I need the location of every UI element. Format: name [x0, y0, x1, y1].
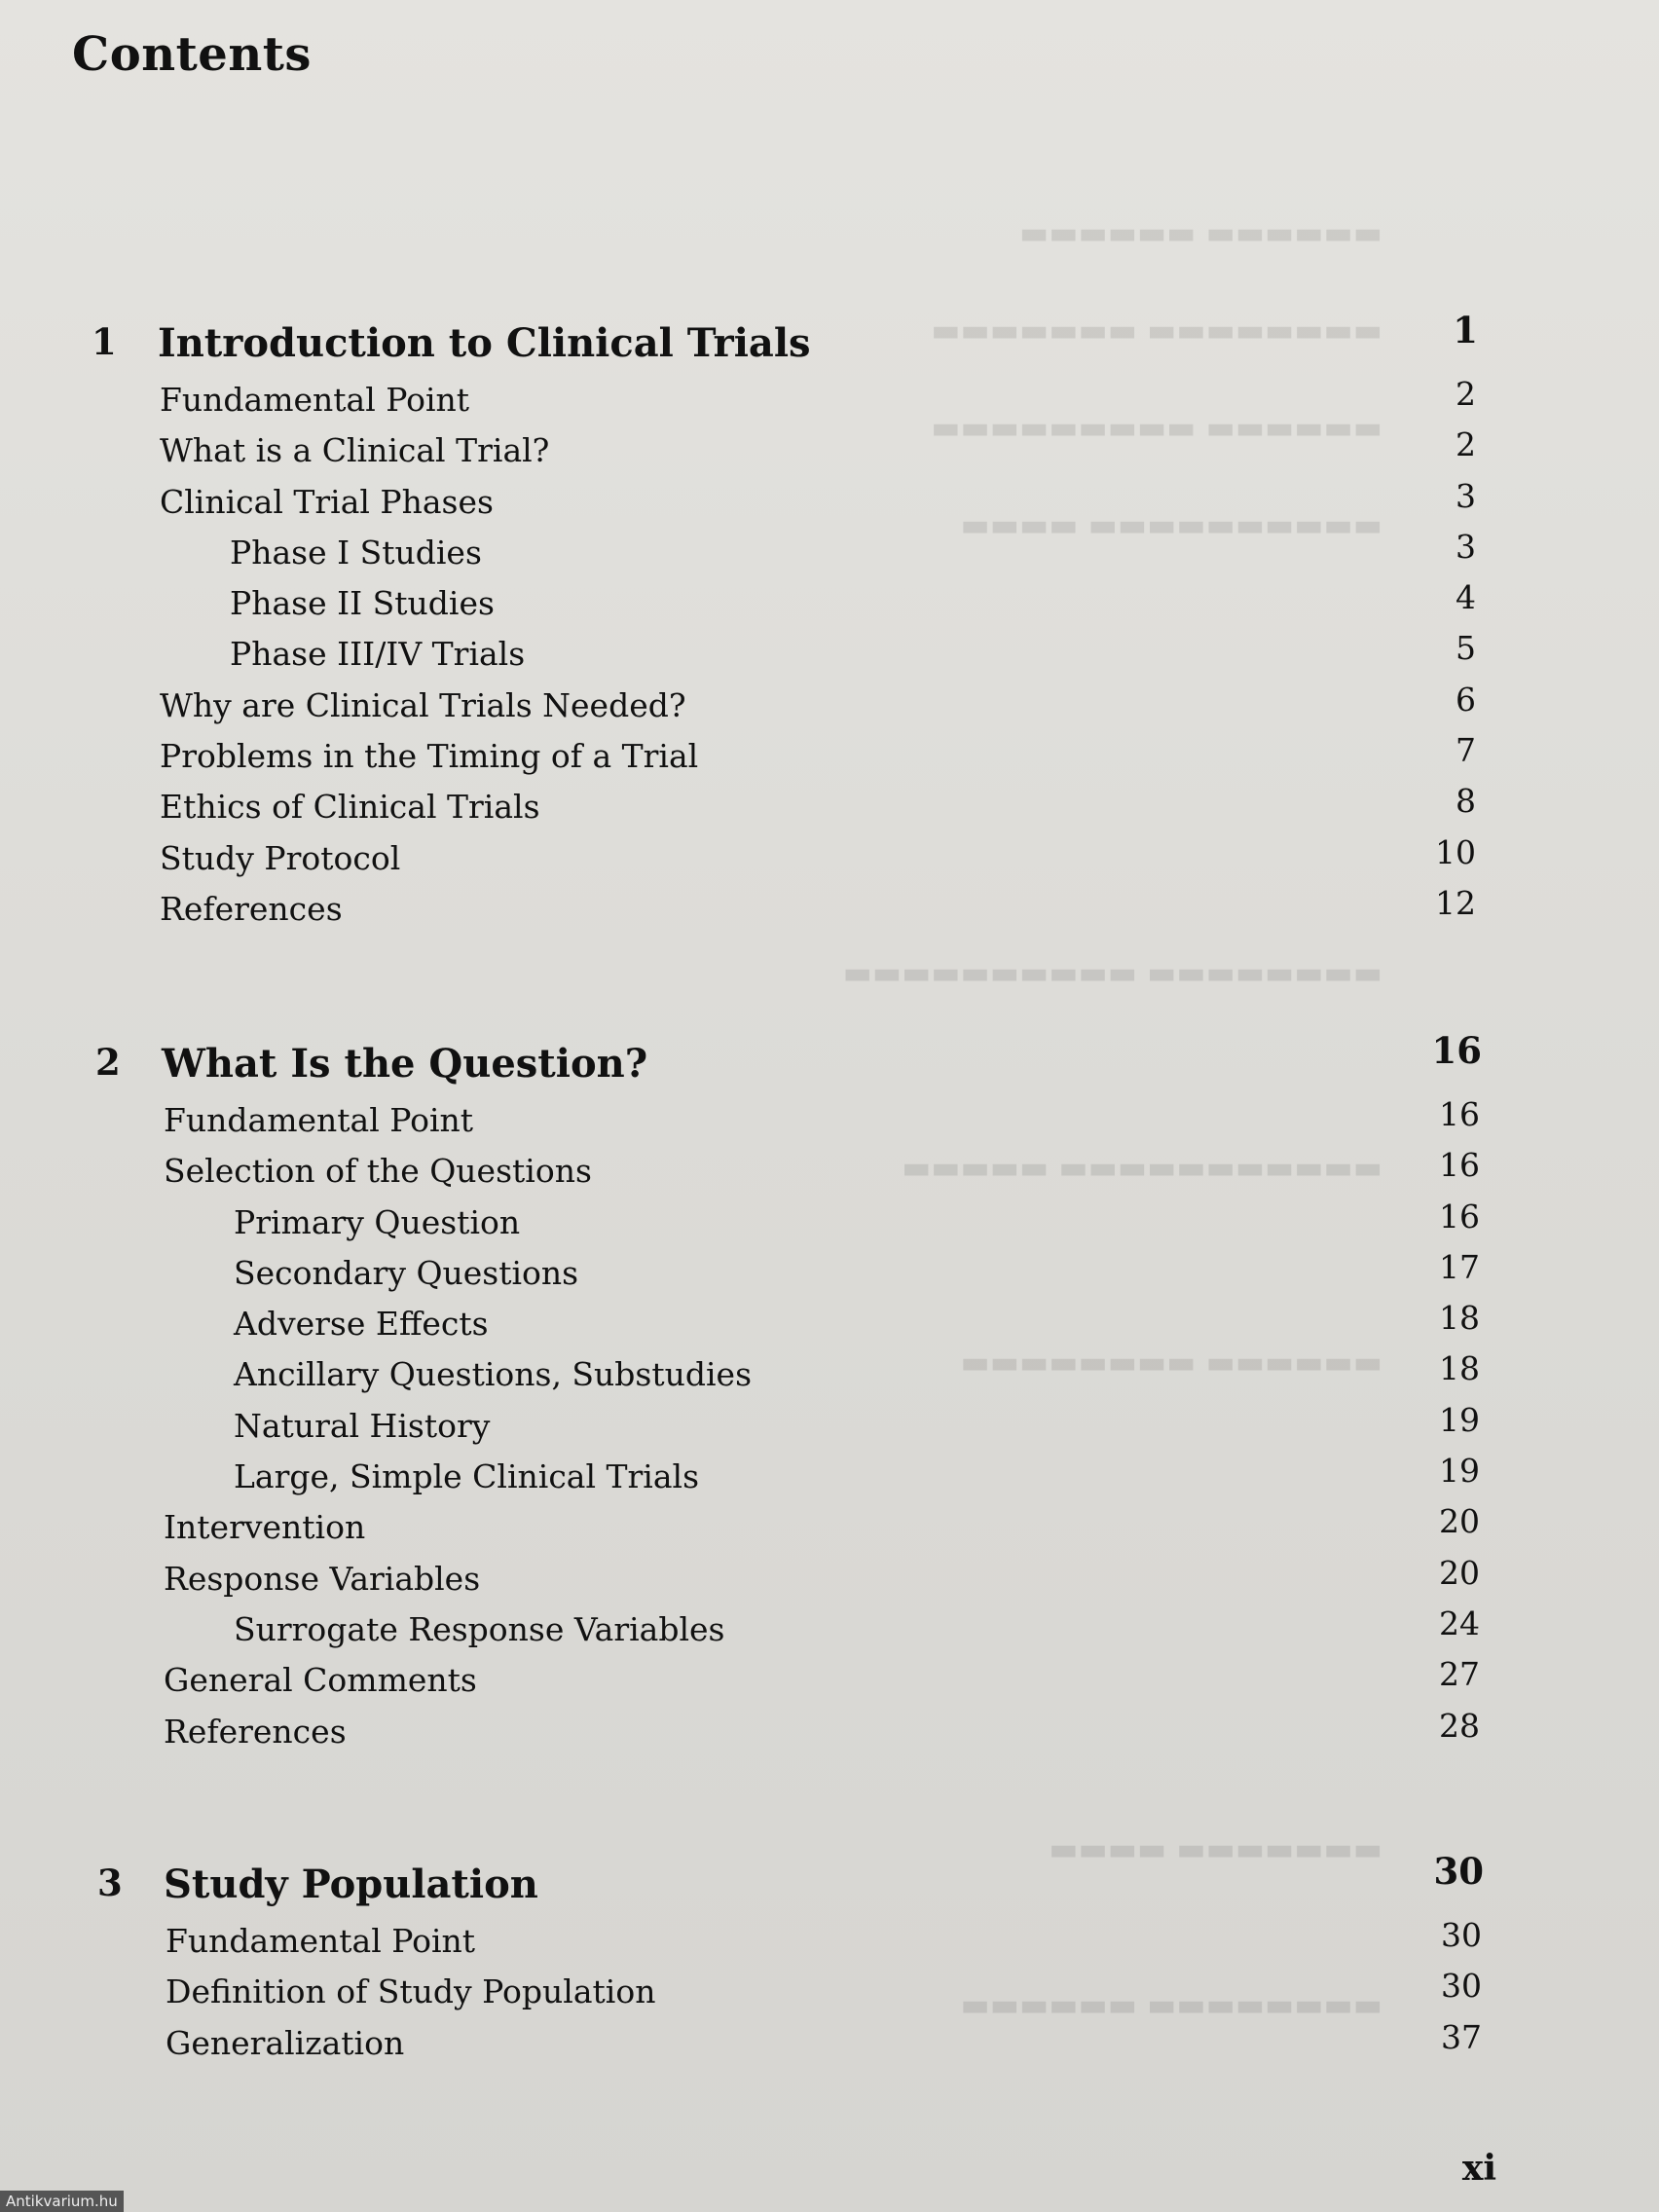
chapter-section	[0, 307, 1659, 935]
toc-entry-page-number: 20	[1439, 1502, 1480, 1541]
toc-entry[interactable]	[0, 375, 1659, 425]
chapter-entry-list	[4, 1095, 1659, 1757]
toc-entry[interactable]	[0, 782, 1659, 832]
toc-entry-label: Problems in the Timing of a Trial	[160, 737, 699, 776]
toc-entry-label: Definition of Study Population	[166, 1972, 656, 2011]
chapter-title: Study Population	[164, 1862, 538, 1907]
toc-entry[interactable]	[4, 1707, 1659, 1757]
toc-entry-label: Fundamental Point	[164, 1101, 474, 1139]
toc-entry-label: Why are Clinical Trials Needed?	[160, 685, 686, 724]
toc-entry-page-number: 7	[1456, 731, 1476, 770]
toc-entry[interactable]	[4, 1502, 1659, 1553]
chapter-heading[interactable]	[0, 307, 1659, 375]
toc-entry[interactable]	[0, 833, 1659, 884]
toc-entry-page-number: 4	[1456, 578, 1476, 617]
toc-entry-label: Phase II Studies	[230, 584, 495, 623]
toc-entry[interactable]	[0, 425, 1659, 476]
toc-entry-label: Fundamental Point	[160, 381, 470, 419]
toc-entry-label: Study Protocol	[160, 838, 401, 877]
toc-entry-page-number: 19	[1439, 1400, 1480, 1439]
toc-entry-label: Surrogate Response Variables	[234, 1609, 725, 1648]
chapter-heading[interactable]	[4, 1027, 1659, 1095]
toc-entry-label: General Comments	[164, 1661, 477, 1700]
toc-subentry[interactable]	[0, 629, 1659, 680]
toc-entry-label: References	[164, 1712, 347, 1751]
chapter-number: 3	[97, 1862, 123, 1904]
toc-entry-page-number: 18	[1439, 1299, 1480, 1338]
toc-subentry[interactable]	[4, 1349, 1659, 1400]
toc-entry-label: Selection of the Questions	[164, 1152, 592, 1191]
toc-entry[interactable]	[4, 1655, 1659, 1706]
toc-entry-label: Phase III/IV Trials	[230, 635, 526, 674]
toc-entry-page-number: 16	[1439, 1146, 1480, 1185]
toc-entry-label: Secondary Questions	[234, 1253, 579, 1292]
toc-entry[interactable]	[0, 681, 1659, 731]
toc-entry-page-number: 30	[1441, 1967, 1482, 2006]
toc-entry-page-number: 2	[1456, 425, 1476, 464]
chapter-page-number: 30	[1433, 1850, 1484, 1893]
toc-subentry[interactable]	[4, 1299, 1659, 1349]
toc-entry-page-number: 28	[1439, 1706, 1480, 1745]
toc-entry-label: Adverse Effects	[234, 1305, 489, 1344]
toc-entry-page-number: 5	[1456, 629, 1476, 668]
toc-entry-page-number: 24	[1439, 1604, 1480, 1642]
toc-entry-page-number: 20	[1439, 1553, 1480, 1592]
toc-entry-page-number: 17	[1439, 1247, 1480, 1286]
chapter-page-number: 1	[1453, 309, 1478, 351]
toc-entry-label: Phase I Studies	[230, 533, 482, 571]
chapter-title: Introduction to Clinical Trials	[158, 320, 811, 366]
chapter-entry-list	[0, 375, 1659, 935]
toc-entry-page-number: 30	[1441, 1916, 1482, 1954]
toc-entry-label: Primary Question	[234, 1202, 521, 1241]
chapter-page-number: 16	[1431, 1029, 1482, 1072]
chapter-title: What Is the Question?	[162, 1041, 648, 1087]
chapter-entry-list	[6, 1916, 1659, 2069]
toc-entry-page-number: 18	[1439, 1349, 1480, 1388]
toc-entry-page-number: 2	[1456, 375, 1476, 413]
toc-entry-page-number: 10	[1435, 832, 1476, 871]
toc-entry-page-number: 19	[1439, 1452, 1480, 1491]
chapter-number: 1	[92, 320, 117, 363]
toc-entry[interactable]	[0, 731, 1659, 782]
chapter-heading[interactable]	[6, 1848, 1659, 1916]
chapter-section	[4, 1027, 1659, 1757]
toc-subentry[interactable]	[4, 1248, 1659, 1299]
toc-entry-label: Intervention	[164, 1508, 366, 1547]
toc-entry[interactable]	[6, 2018, 1659, 2069]
toc-entry[interactable]	[4, 1146, 1659, 1197]
toc-entry-page-number: 27	[1439, 1655, 1480, 1694]
toc-entry-label: Natural History	[234, 1406, 491, 1445]
toc-entry-page-number: 3	[1456, 476, 1476, 515]
toc-entry-label: Fundamental Point	[166, 1922, 476, 1960]
toc-entry[interactable]	[4, 1554, 1659, 1604]
watermark-label: Antikvarium.hu	[0, 2191, 124, 2212]
toc-entry-label: References	[160, 889, 343, 928]
toc-subentry[interactable]	[4, 1604, 1659, 1655]
toc-entry[interactable]	[4, 1095, 1659, 1146]
toc-entry-label: Clinical Trial Phases	[160, 482, 494, 521]
toc-entry-page-number: 37	[1441, 2017, 1482, 2056]
toc-entry-page-number: 6	[1456, 680, 1476, 719]
chapter-section	[6, 1848, 1659, 2069]
page-title: Contents	[72, 27, 312, 82]
chapter-number: 2	[95, 1041, 121, 1084]
toc-entry-label: Ancillary Questions, Substudies	[234, 1355, 753, 1394]
toc-entry[interactable]	[0, 884, 1659, 935]
toc-entry-label: Response Variables	[164, 1559, 481, 1598]
toc-entry-label: Large, Simple Clinical Trials	[234, 1457, 700, 1496]
toc-entry[interactable]	[6, 1916, 1659, 1967]
toc-entry[interactable]	[6, 1967, 1659, 2017]
toc-subentry[interactable]	[0, 578, 1659, 629]
toc-entry-page-number: 3	[1456, 527, 1476, 566]
page-number-folio: xi	[1461, 2148, 1496, 2189]
toc-subentry[interactable]	[0, 528, 1659, 578]
toc-entry-label: What is a Clinical Trial?	[160, 431, 550, 470]
toc-subentry[interactable]	[4, 1452, 1659, 1502]
toc-subentry[interactable]	[4, 1198, 1659, 1248]
toc-entry-page-number: 8	[1456, 782, 1476, 821]
toc-entry[interactable]	[0, 477, 1659, 528]
toc-entry-page-number: 16	[1439, 1095, 1480, 1133]
toc-entry-label: Generalization	[166, 2023, 405, 2062]
toc-entry-label: Ethics of Clinical Trials	[160, 788, 540, 827]
toc-entry-page-number: 16	[1439, 1197, 1480, 1235]
toc-subentry[interactable]	[4, 1401, 1659, 1452]
show-through-decoration: ▬▬▬▬▬▬ ▬▬▬▬▬▬ ▬▬▬▬▬▬▬▬ ▬▬▬▬▬▬▬ ▬▬▬▬▬▬ ▬▬▬▬▬▬▬▬▬ ▬▬▬▬▬▬▬▬▬▬ ▬▬▬▬ ▬▬▬▬▬▬▬▬ ▬▬▬▬▬▬▬▬▬▬ ▬▬▬▬▬▬▬▬▬▬▬ ▬▬▬▬▬ ▬▬▬▬▬▬ ▬▬▬▬▬▬▬▬ ▬▬▬▬▬▬▬ ▬▬▬▬ ▬▬▬▬▬▬▬▬ ▬▬▬▬▬▬	[842, 214, 1382, 2023]
toc-entry-page-number: 12	[1435, 883, 1476, 922]
